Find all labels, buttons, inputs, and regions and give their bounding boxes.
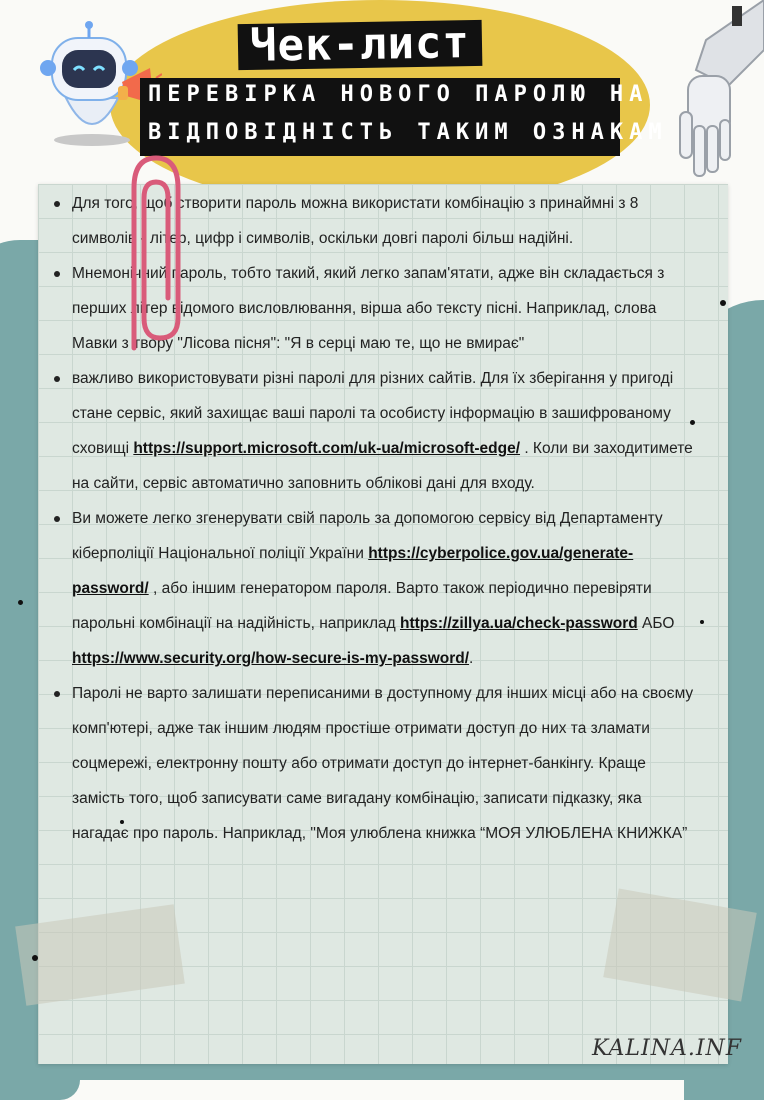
list-item-text: Паролі не варто залишати переписаними в доступному для інших місці або на своєму комп'ютері, адже так іншим людям простіше отримати доступ до них та зламати соцмережі, електронну пошту або отримати доступ до інтернет-банкінгу. Краще замість того, щоб записувати саме вигадану комбінацію, записати підказку, яка нагадає про пароль. Наприклад, "Моя улюблена книжка “МОЯ УЛЮБЛЕНА КНИЖКА” [72, 685, 694, 842]
signature: KALINA.INF [592, 1036, 743, 1061]
list-item-text: АБО [637, 615, 675, 632]
ink-splatter [690, 420, 695, 425]
list-item-text: , або іншим генератором пароля. Варто також періодично перевіряти парольні комбінації на надійність, наприклад [72, 580, 652, 632]
subtitle-box [140, 78, 668, 156]
list-item [42, 361, 702, 501]
page-title: Чек-лист [249, 17, 471, 72]
list-item-text: . Коли ви заходитимете на сайти, сервіс автоматично заповнить облікові дані для входу. [72, 440, 693, 492]
subtitle-line-2: ВІДПОВІДНІСТЬ ТАКИМ ОЗНАКАМ [148, 120, 668, 145]
list-item-text: Для того, щоб створити пароль можна використати комбінацію з принаймні з 8 символів - літер, цифр і символів, оскільки довгі паролі більш надійні. [72, 195, 639, 247]
list-item-text: . [469, 650, 474, 667]
title-box [238, 17, 483, 72]
security-org-link[interactable]: https://www.security.org/how-secure-is-my-password/ [72, 650, 470, 667]
microsoft-edge-link[interactable]: https://support.microsoft.com/uk-ua/microsoft-edge/ [133, 440, 521, 457]
zillya-link[interactable]: https://zillya.ua/check-password [400, 615, 638, 632]
robot-hand-icon [636, 0, 764, 190]
cyberpolice-link[interactable]: https://cyberpolice.gov.ua/generate-password/ [72, 545, 634, 597]
ink-splatter [120, 820, 124, 824]
list-item [42, 501, 702, 676]
ink-splatter [18, 600, 23, 605]
list-item-text: важливо використовувати різні паролі для різних сайтів. Для їх зберігання у пригоді стане сервіс, який захищає ваші паролі та особисту інформацію в зашифрованому сховищі [72, 370, 674, 457]
paperclip-icon [104, 148, 194, 358]
list-item-text: Мнемонiчний пароль, тобто такий, який легко запам'ятати, адже він складається з перших літер відомого висловлювання, вірша або тексту пісні. Наприклад, слова Мавки з твору "Лісова пісня": "Я в серці маю те, що не вмирає" [72, 265, 665, 352]
list-item [42, 676, 702, 851]
ink-splatter [720, 300, 726, 306]
list-item-text: Ви можете легко згенерувати свій пароль за допомогою сервісу від Департаменту кіберполіції Національної поліції України [72, 510, 663, 562]
subtitle-line-1: ПЕРЕВІРКА НОВОГО ПАРОЛЮ НА [148, 82, 649, 107]
ink-splatter [700, 620, 704, 624]
ink-splatter [32, 955, 38, 961]
